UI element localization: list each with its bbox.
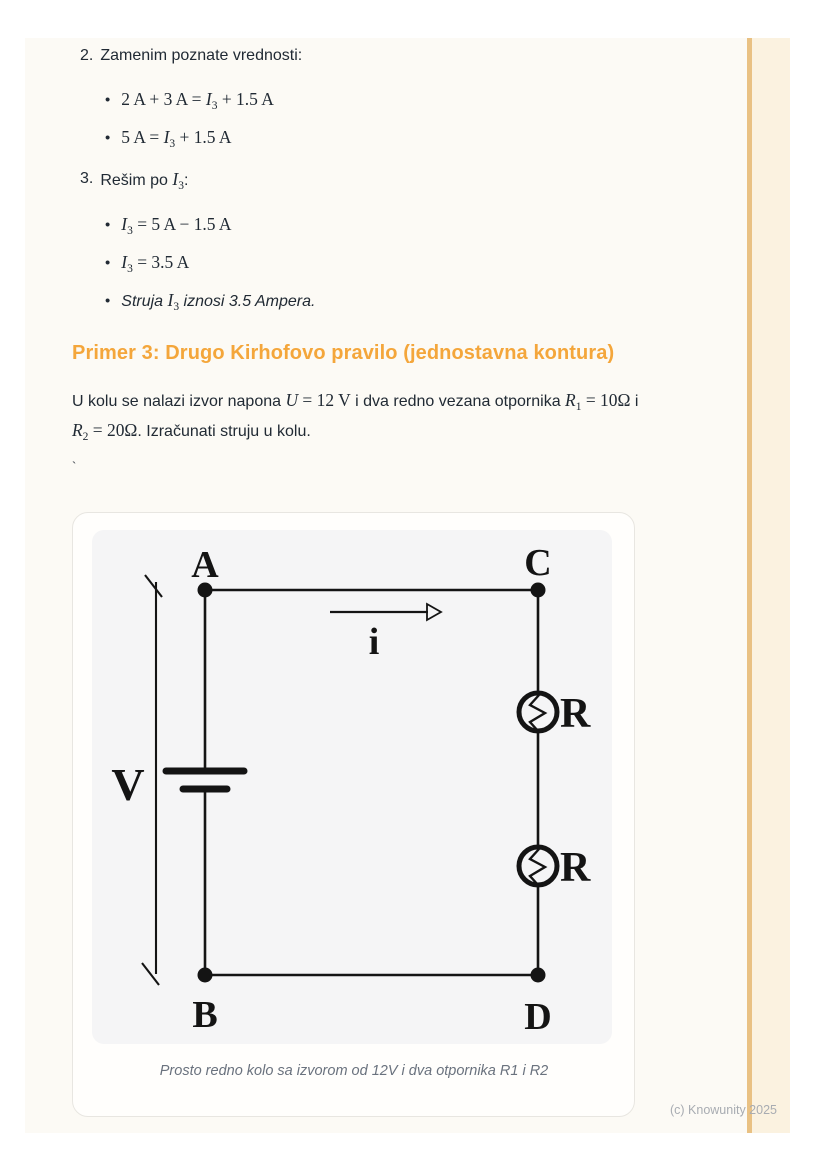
list-item — [105, 126, 790, 150]
section-heading: Primer 3: Drugo Kirhofovo pravilo (jednostavna kontura) — [72, 342, 615, 364]
text-segment: I — [172, 169, 179, 189]
text-segment: I — [163, 127, 170, 147]
circuit-diagram — [92, 530, 612, 1044]
bullet-list — [72, 88, 790, 150]
content-page — [25, 38, 790, 1133]
resistor-top-icon — [519, 693, 557, 731]
figure-card — [72, 512, 635, 1117]
problem-paragraph — [72, 386, 790, 446]
bullet-dot: • — [105, 129, 111, 147]
resistor-bottom-icon — [519, 847, 557, 885]
text-segment: I — [205, 89, 212, 109]
text-segment: 3 — [127, 263, 133, 276]
bullet-dot: • — [105, 254, 111, 272]
text-segment: = 5 A − 1.5 A — [132, 214, 232, 234]
node-b-label: B — [192, 994, 218, 1036]
text-segment: U — [285, 390, 299, 410]
item-number: 2. — [80, 47, 94, 64]
list-item — [105, 88, 790, 112]
battery-icon — [166, 771, 244, 789]
paragraph-line — [72, 386, 790, 416]
text-segment: + 1.5 A — [175, 127, 232, 147]
measure-tick-top — [145, 575, 162, 597]
resistor-top-label: R — [560, 691, 591, 737]
text-segment: = 12 V — [298, 390, 351, 410]
list-item — [105, 251, 790, 275]
list-item — [105, 289, 790, 313]
bullet-list — [72, 213, 790, 313]
current-label: i — [368, 621, 380, 663]
bullet-dot: • — [105, 91, 111, 109]
text-segment: R — [72, 420, 83, 440]
text-segment: = 3.5 A — [132, 252, 190, 272]
node-c-label: C — [524, 542, 552, 584]
list-item-text — [121, 126, 790, 150]
figure-caption: Prosto redno kolo sa izvorom od 12V i dva otpornika R1 i R2 — [159, 1063, 549, 1079]
text-segment: 3 — [211, 100, 218, 113]
resistor-bottom-label: R — [560, 845, 591, 891]
text-segment: + 1.5 A — [217, 89, 274, 109]
node-a-label: A — [191, 544, 219, 586]
list-item-text — [121, 289, 790, 313]
text-segment: . Izračunati struju u kolu. — [137, 423, 311, 440]
stray-backtick: ` — [72, 459, 77, 474]
text-segment: I — [121, 214, 128, 234]
text-segment: i dva redno vezana otpornika — [350, 393, 566, 410]
text-segment: iznosi 3.5 Ampera. — [179, 293, 316, 310]
text-segment: I — [121, 252, 128, 272]
main-content — [25, 38, 790, 1117]
text-segment: = 20Ω — [88, 420, 138, 440]
copyright-text: (c) Knowunity 2025 — [669, 1103, 777, 1117]
text-segment: 2 — [82, 431, 89, 444]
voltage-label: V — [111, 759, 145, 810]
text-segment: Struja — [121, 293, 168, 310]
item-number: 3. — [80, 170, 94, 187]
list-item-text — [121, 213, 790, 237]
current-arrow-icon — [330, 604, 441, 620]
text-segment: 3 — [127, 225, 133, 238]
list-item-text — [121, 251, 790, 275]
list-item — [105, 213, 790, 237]
text-segment: U kolu se nalazi izvor napona — [72, 393, 286, 410]
item-label — [100, 45, 302, 67]
node-d-label: D — [524, 996, 552, 1038]
bullet-dot: • — [105, 292, 111, 310]
voltage-measure-line — [142, 575, 162, 985]
text-segment: 5 A = — [121, 127, 164, 147]
text-segment: 1 — [575, 401, 582, 414]
text-segment: Zamenim poznate vrednosti: — [100, 47, 303, 64]
text-segment: i — [630, 393, 639, 410]
text-segment: 3 — [173, 301, 180, 314]
text-segment: Rešim po — [100, 172, 173, 189]
text-segment: = 10Ω — [581, 390, 631, 410]
paragraph-line — [72, 416, 790, 446]
text-segment: : — [183, 172, 189, 189]
text-segment: 3 — [178, 180, 184, 193]
figure-panel — [92, 530, 612, 1044]
item-label — [100, 168, 188, 192]
text-segment: 3 — [169, 138, 176, 151]
text-segment: 2 A + 3 A = — [121, 89, 206, 109]
numbered-item — [72, 45, 790, 67]
text-segment: R — [565, 390, 576, 410]
numbered-item — [72, 168, 790, 192]
list-item-text — [121, 88, 790, 112]
bullet-dot: • — [105, 216, 111, 234]
text-segment: I — [167, 290, 174, 310]
